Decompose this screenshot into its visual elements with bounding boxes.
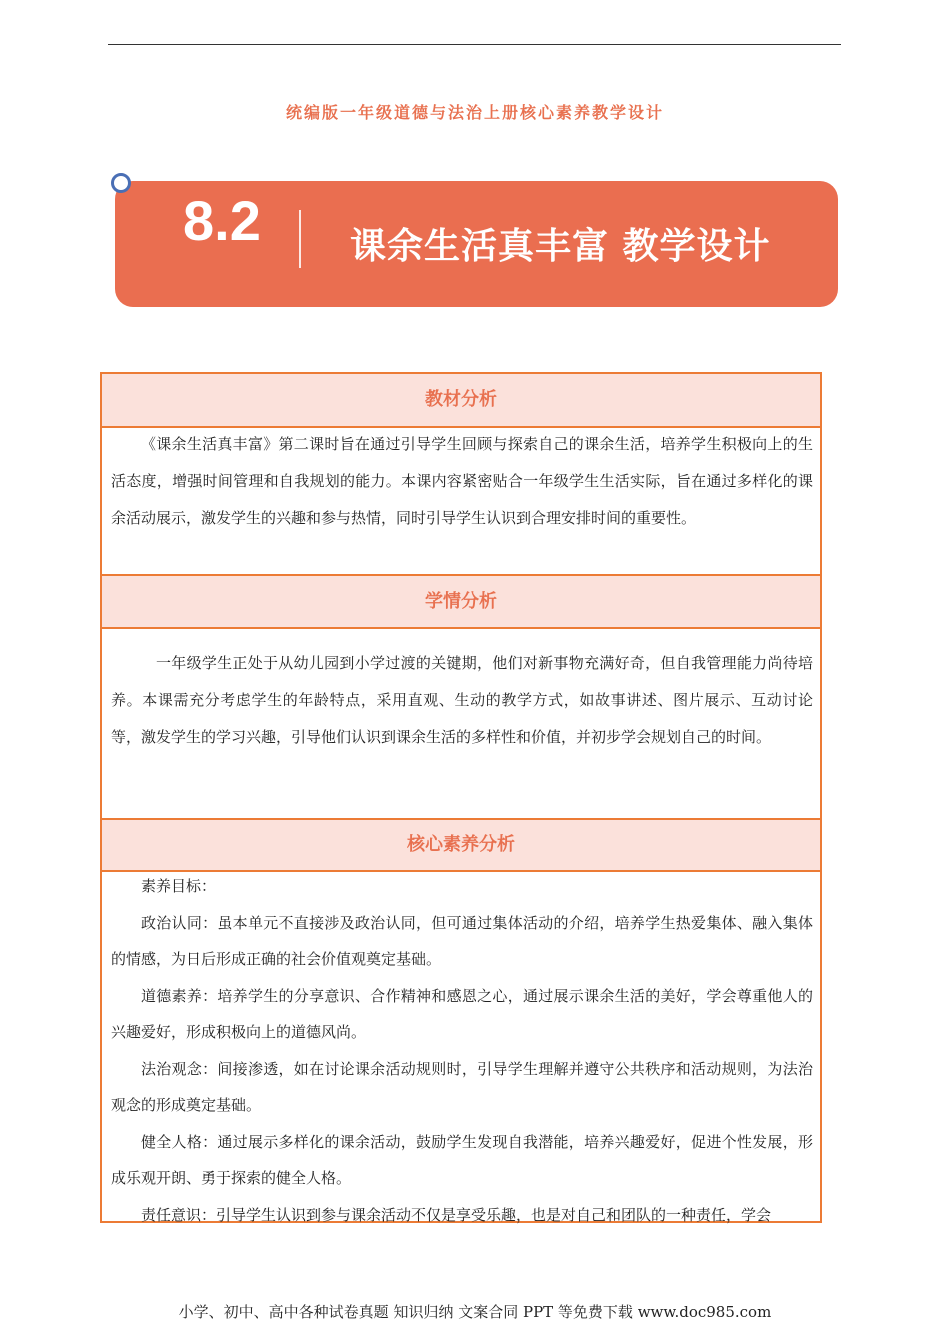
textbook-analysis-paragraph: 《课余生活真丰富》第二课时旨在通过引导学生回顾与探索自己的课余生活，培养学生积极向上的生活态度，增强时间管理和自我规划的能力。本课内容紧密贴合一年级学生生活实际，旨在通过多样化的课余活动展示，激发学生的兴趣和参与热情，同时引导学生认识到合理安排时间的重要性。 — [111, 435, 813, 527]
top-rule — [108, 44, 841, 45]
literacy-goals-label: 素养目标： — [141, 877, 217, 895]
political-identity-paragraph: 政治认同：虽本单元不直接涉及政治认同，但可通过集体活动的介绍，培养学生热爱集体、融入集体的情感，为日后形成正确的社会价值观奠定基础。 — [111, 913, 813, 968]
lesson-number: 8.2 — [183, 189, 261, 252]
section-heading-core-literacy: 核心素养分析 — [102, 820, 820, 870]
document-header-title: 统编版一年级道德与法治上册核心素养教学设计 — [285, 103, 664, 122]
page-footer: 小学、初中、高中各种试卷真题 知识归纳 文案合同 PPT 等免费下载 www.doc985.com — [178, 1303, 772, 1321]
responsibility-paragraph: 责任意识：引导学生认识到参与课余活动不仅是享受乐趣，也是对自己和团队的一种责任，学会 — [141, 1205, 772, 1224]
textbook-analysis-text — [111, 426, 813, 537]
design-table — [100, 372, 822, 1223]
section-heading-student-analysis: 学情分析 — [102, 576, 820, 627]
moral-literacy-paragraph: 道德素养：培养学生的分享意识、合作精神和感恩之心，通过展示课余生活的美好，学会尊重他人的兴趣爱好，形成积极向上的道德风尚。 — [111, 986, 813, 1041]
rule-of-law-paragraph: 法治观念：间接渗透，如在讨论课余活动规则时，引导学生理解并遵守公共秩序和活动规则，为法治观念的形成奠定基础。 — [111, 1059, 813, 1114]
section-heading-textbook-analysis: 教材分析 — [102, 374, 820, 426]
healthy-personality-paragraph: 健全人格：通过展示多样化的课余活动，鼓励学生发现自我潜能，培养兴趣爱好，促进个性发展，形成乐观开朗、勇于探索的健全人格。 — [111, 1132, 813, 1187]
divider — [102, 627, 820, 629]
lesson-title: 课余生活真丰富 教学设计 — [350, 226, 771, 267]
student-analysis-text — [111, 645, 813, 756]
banner-circle-decoration — [111, 173, 131, 193]
banner-divider — [299, 210, 301, 268]
student-analysis-paragraph: 一年级学生正处于从幼儿园到小学过渡的关键期，他们对新事物充满好奇，但自我管理能力尚待培养。本课需充分考虑学生的年龄特点，采用直观、生动的教学方式，如故事讲述、图片展示、互动讨论等，激发学生的学习兴趣，引导他们认识到课余生活的多样性和价值，并初步学会规划自己的时间。 — [111, 654, 813, 746]
core-literacy-text — [111, 868, 813, 1233]
